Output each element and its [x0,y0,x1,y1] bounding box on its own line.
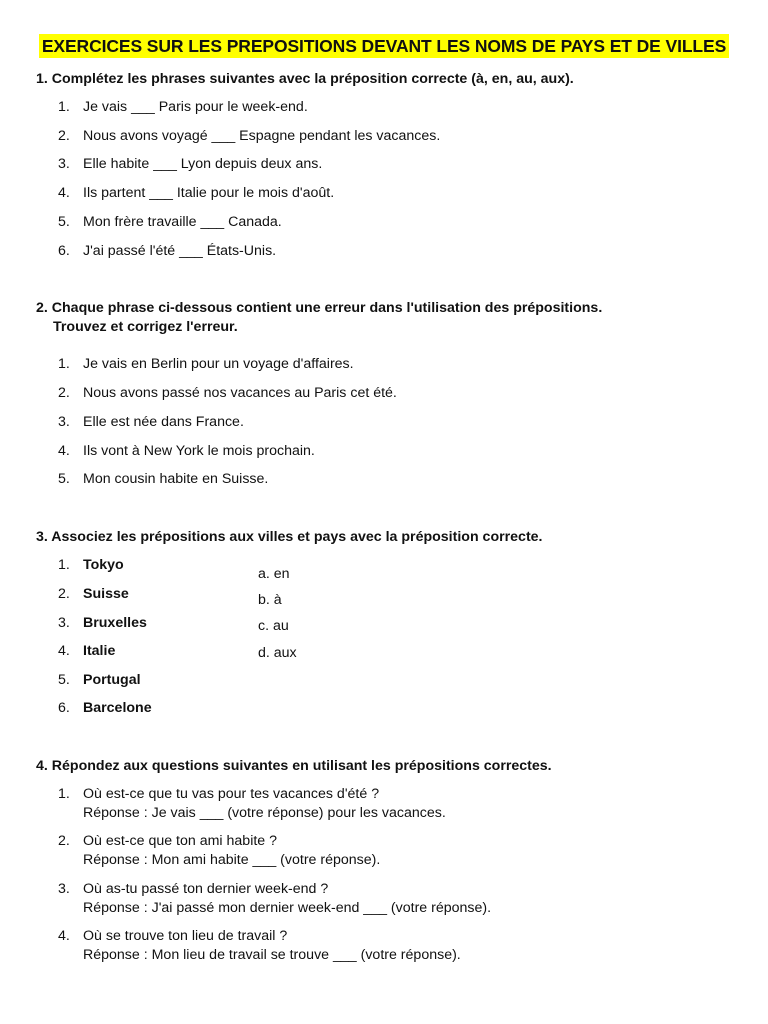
item-text: Barcelone [83,700,152,716]
item-number: 3. [58,414,70,430]
item-number: 2. [58,385,70,401]
item-text: Portugal [83,672,141,688]
exercise-2-heading-line2: Trouvez et corrigez l'erreur. [53,319,238,335]
answer-prompt: Réponse : Je vais ___ (votre réponse) pour les vacances. [83,805,446,821]
exercise-1-item [58,155,322,174]
item-number: 3. [58,881,70,897]
exercise-4-heading: 4. Répondez aux questions suivantes en utilisant les prépositions correctes. [36,758,552,774]
item-number: 2. [58,833,70,849]
exercise-2-heading: 2. Chaque phrase ci-dessous contient une erreur dans l'utilisation des prépositions. [36,300,603,316]
item-number: 3. [58,615,70,631]
item-number: 5. [58,214,70,230]
exercise-3-item [58,556,124,575]
item-number: 1. [58,786,70,802]
exercise-4-item [58,785,446,823]
exercise-1-heading: 1. Complétez les phrases suivantes avec la préposition correcte (à, en, au, aux). [36,71,574,87]
exercise-3-item [58,671,141,690]
exercise-1-item [58,98,308,117]
item-text: J'ai passé l'été ___ États-Unis. [83,243,277,259]
answer-prompt: Réponse : Mon lieu de travail se trouve ___ (votre réponse). [83,947,461,963]
exercise-4-item [58,927,461,965]
question-block [83,927,461,965]
question-block [83,785,446,823]
question-text: Où est-ce que ton ami habite ? [83,833,278,849]
exercise-4-item [58,880,491,918]
exercise-2-item [58,355,354,374]
item-text: Nous avons voyagé ___ Espagne pendant les vacances. [83,128,441,144]
item-text: Elle est née dans France. [83,414,244,430]
item-number: 3. [58,156,70,172]
exercise-1-item [58,127,440,146]
item-text: Italie [83,643,116,659]
item-number: 1. [58,557,70,573]
item-text: Nous avons passé nos vacances au Paris cet été. [83,385,397,401]
exercise-3-item [58,585,129,604]
question-text: Où as-tu passé ton dernier week-end ? [83,881,329,897]
item-text: Mon cousin habite en Suisse. [83,471,269,487]
item-number: 4. [58,443,70,459]
item-number: 5. [58,672,70,688]
page-title: EXERCICES SUR LES PREPOSITIONS DEVANT LES NOMS DE PAYS ET DE VILLES [39,34,729,58]
exercise-1-item [58,184,334,203]
exercise-2-item [58,413,244,432]
exercise-3-item [58,614,147,633]
question-block [83,832,380,870]
exercise-3-item [58,642,115,661]
item-number: 6. [58,243,70,259]
exercise-3-item [58,699,152,718]
question-text: Où se trouve ton lieu de travail ? [83,928,288,944]
exercise-3-heading: 3. Associez les prépositions aux villes et pays avec la préposition correcte. [36,529,543,545]
exercise-4-item [58,832,380,870]
item-text: Bruxelles [83,615,147,631]
exercise-1-item [58,213,282,232]
question-text: Où est-ce que tu vas pour tes vacances d'été ? [83,786,380,802]
item-text: Je vais en Berlin pour un voyage d'affaires. [83,356,354,372]
exercise-1-item [58,242,276,261]
item-number: 4. [58,928,70,944]
option-item: b. à [258,592,282,608]
item-text: Ils vont à New York le mois prochain. [83,443,315,459]
item-text: Je vais ___ Paris pour le week-end. [83,99,308,115]
item-text: Tokyo [83,557,124,573]
option-item: a. en [258,566,290,582]
exercise-2-item [58,470,268,489]
item-number: 2. [58,586,70,602]
item-number: 6. [58,700,70,716]
title-wrap [0,34,768,58]
item-text: Mon frère travaille ___ Canada. [83,214,282,230]
answer-prompt: Réponse : J'ai passé mon dernier week-end ___ (votre réponse). [83,900,492,916]
item-text: Ils partent ___ Italie pour le mois d'août. [83,185,335,201]
item-number: 1. [58,356,70,372]
item-text: Elle habite ___ Lyon depuis deux ans. [83,156,323,172]
option-item: d. aux [258,645,297,661]
item-number: 1. [58,99,70,115]
item-text: Suisse [83,586,129,602]
answer-prompt: Réponse : Mon ami habite ___ (votre réponse). [83,852,381,868]
item-number: 4. [58,185,70,201]
item-number: 4. [58,643,70,659]
question-block [83,880,491,918]
exercise-2-item [58,442,315,461]
option-item: c. au [258,618,289,634]
item-number: 5. [58,471,70,487]
item-number: 2. [58,128,70,144]
exercise-2-item [58,384,397,403]
